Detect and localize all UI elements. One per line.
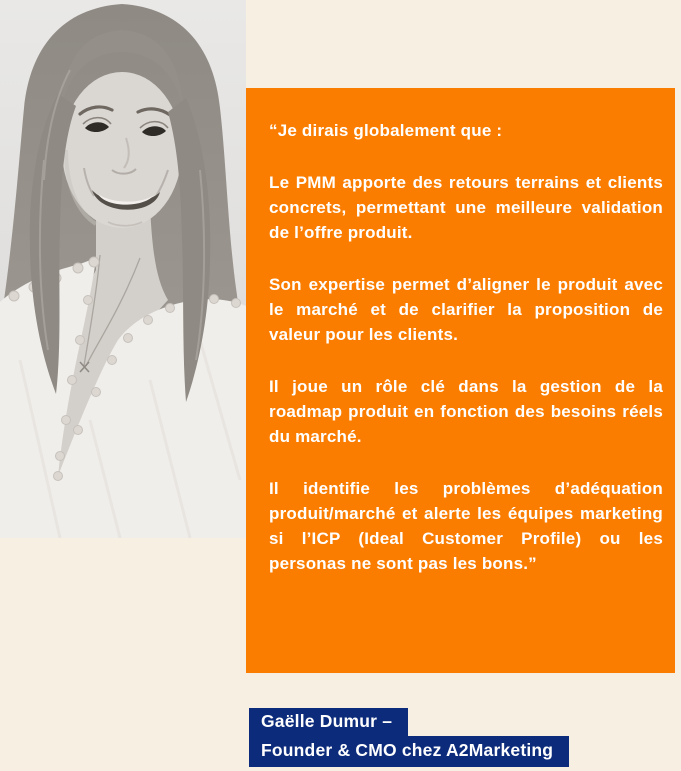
quote-paragraph-1: “Je dirais globalement que : bbox=[269, 121, 503, 140]
quote-paragraph-2: Le PMM apporte des retours terrains et clients concrets, permettant une meilleure validation de l’offre produit. bbox=[269, 173, 663, 242]
quote-paragraph-3: Son expertise permet d’aligner le produit avec le marché et de clarifier la proposition de valeur pour les clients. bbox=[269, 275, 663, 344]
quote-paragraph-5: Il identifie les problèmes d’adéquation produit/marché et alerte les équipes marketing si l’ICP (Ideal Customer Profile) ou les personas ne sont pas les bons.” bbox=[269, 479, 663, 573]
byline-name: Gaëlle Dumur – bbox=[249, 708, 408, 736]
quote-paragraph-4: Il joue un rôle clé dans la gestion de la roadmap produit en fonction des besoins réels du marché. bbox=[269, 377, 663, 446]
byline-role: Founder & CMO chez A2Marketing bbox=[249, 736, 569, 767]
portrait-photo bbox=[0, 0, 246, 538]
quote-block bbox=[246, 88, 675, 673]
portrait-illustration bbox=[0, 0, 246, 538]
byline bbox=[249, 708, 569, 767]
